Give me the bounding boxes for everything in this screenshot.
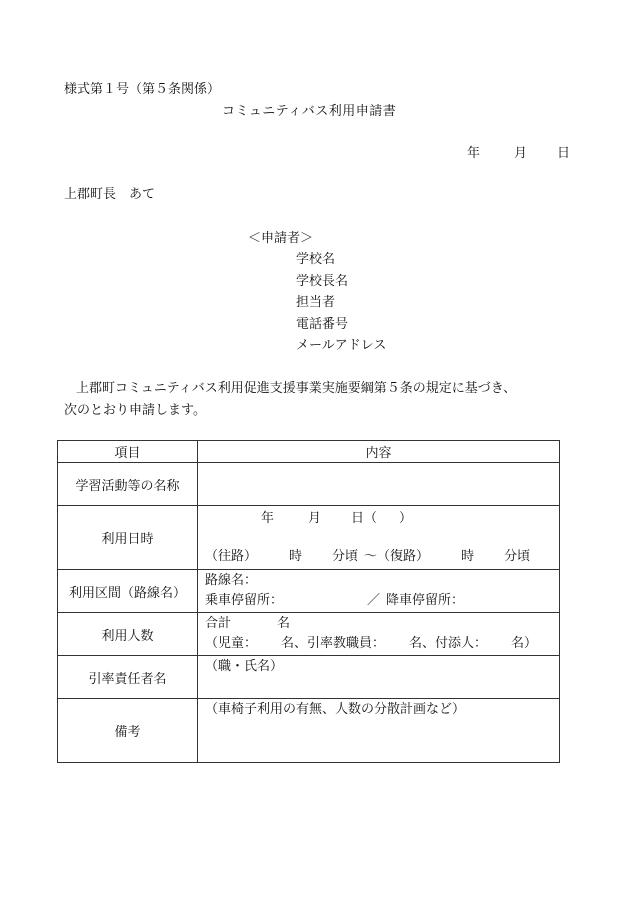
route-field[interactable] <box>198 570 560 613</box>
people-breakdown-line <box>205 636 537 652</box>
email-address-label: メールアドレス <box>296 338 387 353</box>
outbound-label: （往路） <box>205 549 258 564</box>
header-content: 内容 <box>198 441 560 463</box>
usage-year-label: 年 <box>261 511 275 526</box>
notes-label: 備考 <box>58 699 198 763</box>
leader-name-label: 引率責任者名 <box>58 656 198 699</box>
return-hour-label: 時 <box>461 549 475 564</box>
header-item: 項目 <box>58 441 198 463</box>
usage-month-label: 月 <box>308 511 322 526</box>
people-total-line <box>205 616 290 632</box>
alighting-stop-label: 降車停留所： <box>386 593 465 608</box>
form-number: 様式第１号（第５条関係） <box>64 82 221 97</box>
leader-name-field[interactable] <box>198 656 560 699</box>
return-minute-label: 分頃 <box>504 549 531 564</box>
return-label: ～（復路） <box>364 549 430 564</box>
people-total-unit: 名 <box>277 616 291 631</box>
date-month-label: 月 <box>514 146 528 161</box>
statement-line-2: 次のとおり申請します。 <box>64 403 206 418</box>
statement-line-1: 上郡町コミュニティバス利用促進支援事業実施要綱第５条の規定に基づき、 <box>76 381 517 396</box>
usage-datetime-label: 利用日時 <box>58 506 198 570</box>
people-total-label: 合計 <box>205 616 232 631</box>
application-table <box>57 440 560 763</box>
people-count-label: 利用人数 <box>58 613 198 656</box>
applicant-heading: ＜申請者＞ <box>248 231 314 246</box>
route-stops-line <box>205 593 464 609</box>
notes-field[interactable] <box>198 699 560 763</box>
school-name-label: 学校名 <box>296 252 336 267</box>
usage-datetime-field[interactable] <box>198 506 560 570</box>
contact-person-label: 担当者 <box>296 295 336 310</box>
application-date <box>467 146 570 162</box>
applicant-fields <box>296 252 386 360</box>
outbound-minute-label: 分頃 <box>332 549 359 564</box>
stops-separator: ／ <box>367 593 381 608</box>
document-title: コミュニティバス利用申請書 <box>222 104 397 119</box>
boarding-stop-label: 乗車停留所： <box>205 593 284 608</box>
date-day-label: 日 <box>557 146 571 161</box>
application-statement <box>64 378 564 422</box>
phone-number-label: 電話番号 <box>296 316 349 332</box>
route-label: 利用区間（路線名） <box>58 570 198 613</box>
notes-hint: （車椅子利用の有無、人数の分散計画など） <box>205 702 466 717</box>
date-year-label: 年 <box>467 146 481 161</box>
usage-time-line <box>205 549 530 565</box>
addressee: 上郡町長 あて <box>64 187 156 202</box>
activity-name-field[interactable] <box>198 463 560 506</box>
people-count-field[interactable] <box>198 613 560 656</box>
people-breakdown-close: 名） <box>511 636 538 651</box>
activity-name-label: 学習活動等の名称 <box>58 463 198 506</box>
students-label: （児童： <box>205 636 258 651</box>
usage-date-line <box>261 511 412 527</box>
usage-weekday-close: ） <box>399 511 413 526</box>
outbound-hour-label: 時 <box>289 549 303 564</box>
usage-day-label: 日（ <box>351 511 378 526</box>
leader-name-hint: （職・氏名） <box>205 659 284 674</box>
teachers-label: 名、引率教職員： <box>281 636 386 651</box>
route-name-label: 路線名： <box>205 573 258 588</box>
principal-name-label: 学校長名 <box>296 273 349 289</box>
attendants-label: 名、付添人： <box>409 636 488 651</box>
